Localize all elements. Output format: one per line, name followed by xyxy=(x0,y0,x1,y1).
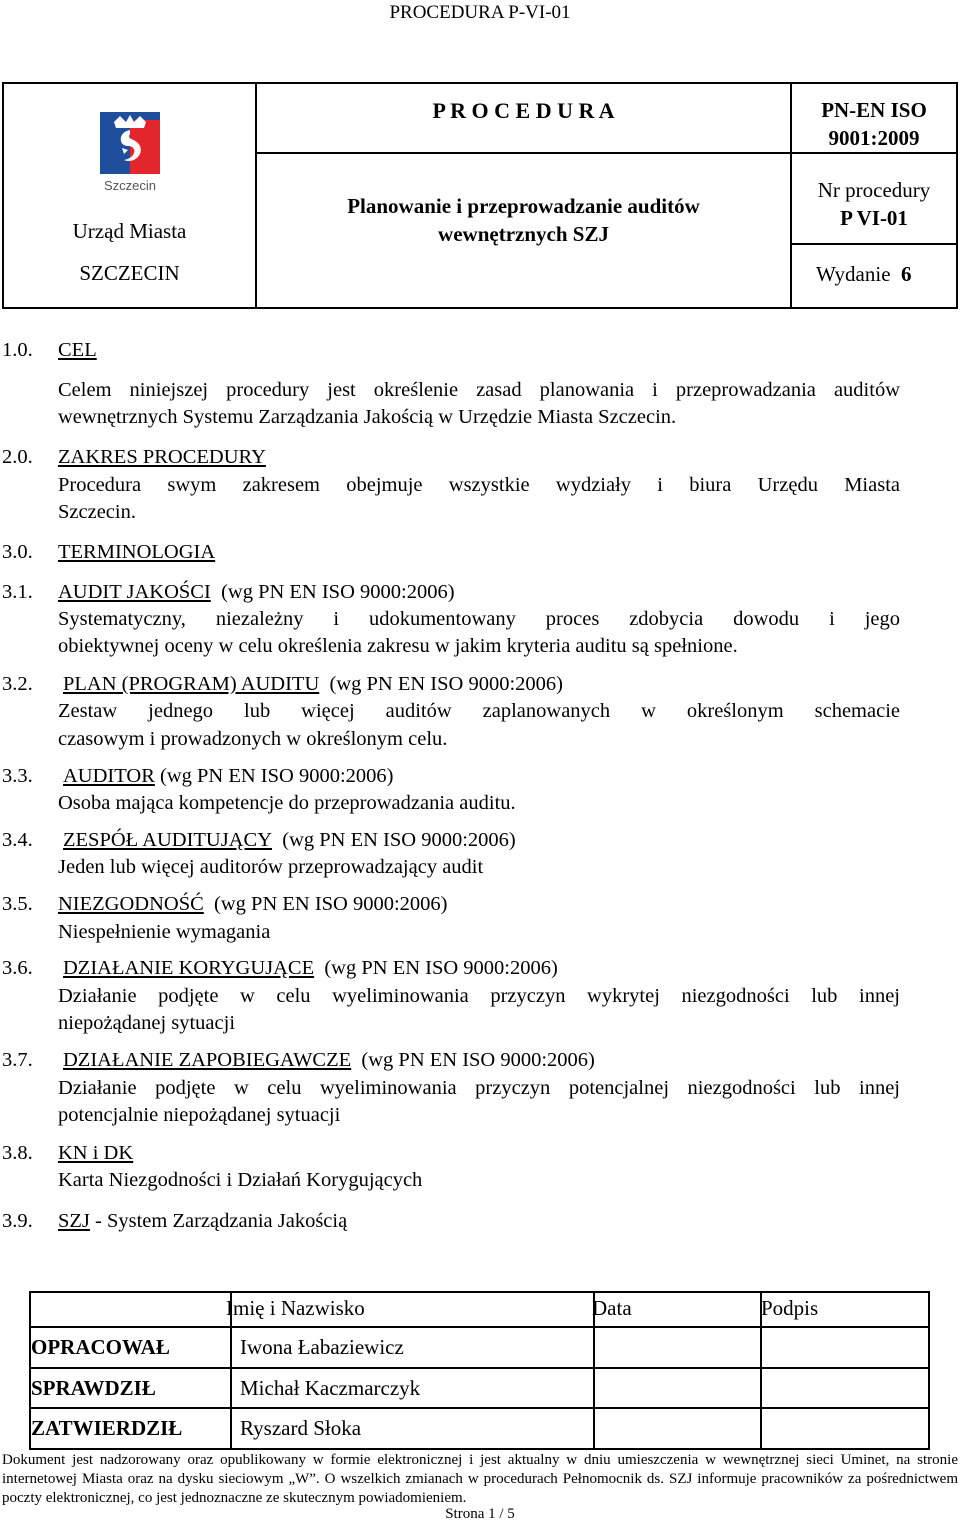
role-label: ZATWIERDZIŁ xyxy=(31,1416,183,1440)
term-heading xyxy=(63,957,558,980)
term-heading xyxy=(63,829,516,852)
term-name: PLAN (PROGRAM) AUDITU xyxy=(63,673,320,695)
edition xyxy=(816,262,912,287)
role-label: OPRACOWAŁ xyxy=(31,1335,170,1359)
term-definition: Zestaw jednego lub więcej auditów zaplanowanych w określonym schemacie xyxy=(58,700,900,722)
term-name: AUDITOR xyxy=(63,765,155,787)
page-number: Strona 1 / 5 xyxy=(445,1506,515,1522)
section-text: Procedura swym zakresem obejmuje wszystkie wydziały i biura Urzędu Miasta xyxy=(58,474,900,496)
section-title: CEL xyxy=(58,339,97,361)
term-reference: (wg PN EN ISO 9000:2006) xyxy=(329,673,563,695)
term-definition: Działanie podjęte w celu wyeliminowania przyczyn wykrytej niezgodności lub innej xyxy=(58,985,900,1007)
term-heading xyxy=(58,1210,347,1233)
term-definition: Niespełnienie wymagania xyxy=(58,921,271,943)
edition-label: Wydanie xyxy=(816,262,891,286)
term-number: 3.7. xyxy=(2,1049,33,1071)
column-header-name: Imię i Nazwisko xyxy=(226,1296,365,1320)
term-number: 3.3. xyxy=(2,765,33,787)
section-title: TERMINOLOGIA xyxy=(58,541,216,563)
term-heading xyxy=(63,673,563,696)
term-name: SZJ xyxy=(58,1210,90,1232)
section-text: Celem niniejszej procedury jest określenie zasad planowania i przeprowadzania auditów xyxy=(58,379,900,401)
procedure-title-line2: wewnętrznych SZJ xyxy=(438,222,609,246)
column-header-date: Data xyxy=(592,1296,632,1320)
term-definition: czasowym i prowadzonych w określonym celu. xyxy=(58,728,448,750)
term-number: 3.4. xyxy=(2,829,33,851)
section-title: ZAKRES PROCEDURY xyxy=(58,446,266,468)
term-reference: (wg PN EN ISO 9000:2006) xyxy=(282,829,516,851)
procedure-title-line1: Planowanie i przeprowadzanie auditów xyxy=(347,194,700,218)
term-number: 3.9. xyxy=(2,1210,33,1232)
term-reference: (wg PN EN ISO 9000:2006) xyxy=(221,581,455,603)
term-reference: (wg PN EN ISO 9000:2006) xyxy=(160,765,394,787)
approval-table xyxy=(29,1291,930,1450)
term-name: NIEZGODNOŚĆ xyxy=(58,893,204,915)
term-name: DZIAŁANIE KORYGUJĄCE xyxy=(63,957,315,979)
term-name: ZESPÓŁ AUDITUJĄCY xyxy=(63,829,272,851)
section-number: 2.0. xyxy=(2,446,33,468)
person-name: Ryszard Słoka xyxy=(240,1416,362,1440)
org-name-line1: Urząd Miasta xyxy=(72,219,187,243)
standard-line2: 9001:2009 xyxy=(828,126,920,150)
term-reference: (wg PN EN ISO 9000:2006) xyxy=(361,1049,595,1071)
term-number: 3.6. xyxy=(2,957,33,979)
term-definition: obiektywnej oceny w celu określenia zakresu w jakim kryteria auditu są spełnione. xyxy=(58,635,738,657)
term-heading xyxy=(63,1049,595,1072)
edition-number: 6 xyxy=(901,262,912,286)
term-heading xyxy=(63,765,393,788)
term-number: 3.2. xyxy=(2,673,33,695)
term-heading xyxy=(58,893,448,916)
coat-of-arms-icon xyxy=(100,112,160,174)
person-name: Iwona Łabaziewicz xyxy=(240,1335,404,1359)
logo-city-text: Szczecin xyxy=(103,178,157,193)
standard-line1: PN-EN ISO xyxy=(821,98,927,122)
person-name: Michał Kaczmarczyk xyxy=(240,1376,421,1400)
term-reference: (wg PN EN ISO 9000:2006) xyxy=(324,957,558,979)
term-number: 3.5. xyxy=(2,893,33,915)
footer-notice: Dokument jest nadzorowany oraz opublikowany w formie elektronicznej i jest aktualny w dniu umieszczenia w wewnętrznej sieci Uminet, na stronie internetowej Miasta oraz na dysku sieciowym „W”. O wszelkich zmianach w procedurach Pełnomocnik ds. SZJ informuje pracowników za pośrednictwem poczty elektronicznej, co jest jednoznaczne ze skutecznym powiadomieniem. xyxy=(2,1452,958,1506)
section-number: 3.0. xyxy=(2,541,33,563)
term-reference: (wg PN EN ISO 9000:2006) xyxy=(214,893,448,915)
city-logo xyxy=(97,112,163,193)
term-name: AUDIT JAKOŚCI xyxy=(58,581,211,603)
term-name: DZIAŁANIE ZAPOBIEGAWCZE xyxy=(63,1049,352,1071)
document-type: P R O C E D U R A xyxy=(432,98,615,123)
term-definition: Działanie podjęte w celu wyeliminowania przyczyn potencjalnej niezgodności lub innej xyxy=(58,1077,900,1099)
section-text: wewnętrznych Systemu Zarządzania Jakością w Urzędzie Miasta Szczecin. xyxy=(58,406,677,428)
term-definition: Karta Niezgodności i Działań Korygujących xyxy=(58,1169,423,1191)
document-header-table xyxy=(2,82,958,309)
term-heading xyxy=(58,581,455,604)
term-name: KN i DK xyxy=(58,1142,134,1164)
section-text: Szczecin. xyxy=(58,501,136,523)
role-label: SPRAWDZIŁ xyxy=(31,1376,156,1400)
term-definition: Jeden lub więcej auditorów przeprowadzający audit xyxy=(58,856,484,878)
column-header-signature: Podpis xyxy=(761,1296,819,1320)
running-header: PROCEDURA P-VI-01 xyxy=(389,2,571,23)
term-definition: Systematyczny, niezależny i udokumentowany proces zdobycia dowodu i jego xyxy=(58,608,900,630)
term-definition: niepożądanej sytuacji xyxy=(58,1012,236,1034)
term-definition: Osoba mająca kompetencje do przeprowadzania auditu. xyxy=(58,792,516,814)
org-name-line2: SZCZECIN xyxy=(79,261,180,285)
procedure-number-label: Nr procedury xyxy=(817,178,931,202)
procedure-number: P VI-01 xyxy=(840,206,908,230)
term-number: 3.8. xyxy=(2,1142,33,1164)
section-number: 1.0. xyxy=(2,339,33,361)
term-definition: potencjalnie niepożądanej sytuacji xyxy=(58,1104,341,1126)
term-number: 3.1. xyxy=(2,581,33,603)
term-definition: - System Zarządzania Jakością xyxy=(89,1210,348,1232)
